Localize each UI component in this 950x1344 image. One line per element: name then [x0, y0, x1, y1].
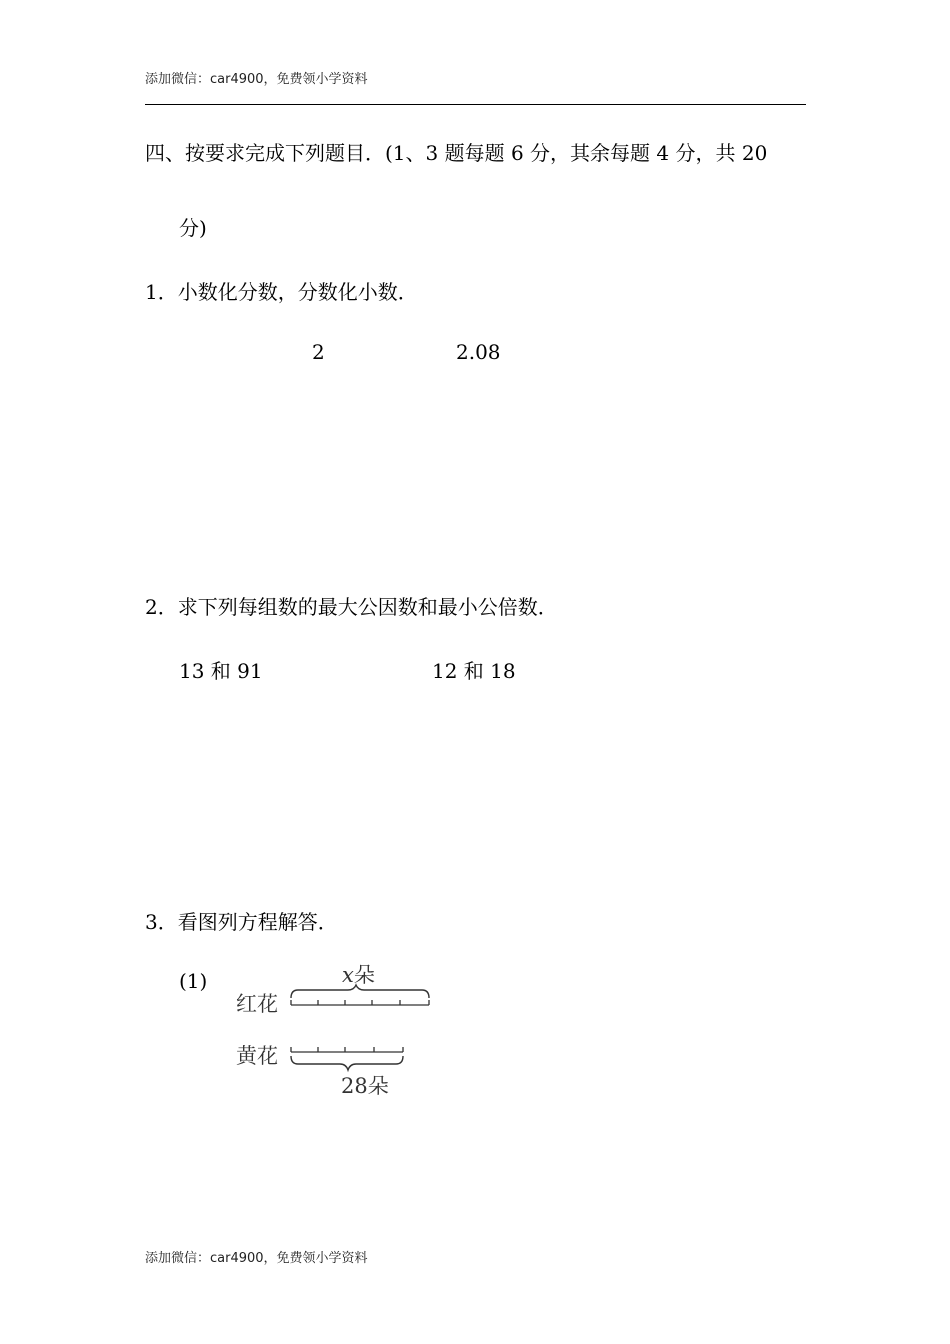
header-divider	[145, 104, 806, 105]
line-segment-diagram	[228, 955, 443, 1100]
page-footer-text: 添加微信：car4900，免费领小学资料	[145, 1251, 368, 1266]
page-header-text: 添加微信：car4900，免费领小学资料	[145, 72, 368, 87]
top-brace-variable: x	[342, 963, 354, 987]
question-3-prompt: 3．看图列方程解答．	[145, 910, 338, 934]
question-2-item-2: 12 和 18	[432, 659, 516, 683]
top-brace-unit: 朵	[353, 963, 375, 987]
bottom-brace	[291, 1056, 403, 1070]
section-title: 四、按要求完成下列题目．(1、3 题每题 6 分，其余每题 4 分，共 20	[145, 141, 768, 165]
top-brace-label	[342, 963, 375, 987]
question-1-item-2: 2.08	[456, 340, 501, 364]
yellow-flower-segment	[291, 1047, 403, 1052]
question-2-prompt: 2．求下列每组数的最大公因数和最小公倍数．	[145, 595, 558, 619]
section-title-continuation: 分)	[179, 216, 207, 240]
red-flower-segment	[291, 1000, 429, 1005]
bottom-brace-label: 28朵	[341, 1074, 389, 1098]
row-label-red-flowers: 红花	[236, 992, 278, 1016]
question-1-prompt: 1．小数化分数，分数化小数．	[145, 280, 418, 304]
question-3-sub-1-label: (1)	[179, 969, 208, 993]
question-2-item-1: 13 和 91	[179, 659, 263, 683]
row-label-yellow-flowers: 黄花	[236, 1044, 278, 1068]
question-1-item-1: 2	[312, 340, 325, 364]
